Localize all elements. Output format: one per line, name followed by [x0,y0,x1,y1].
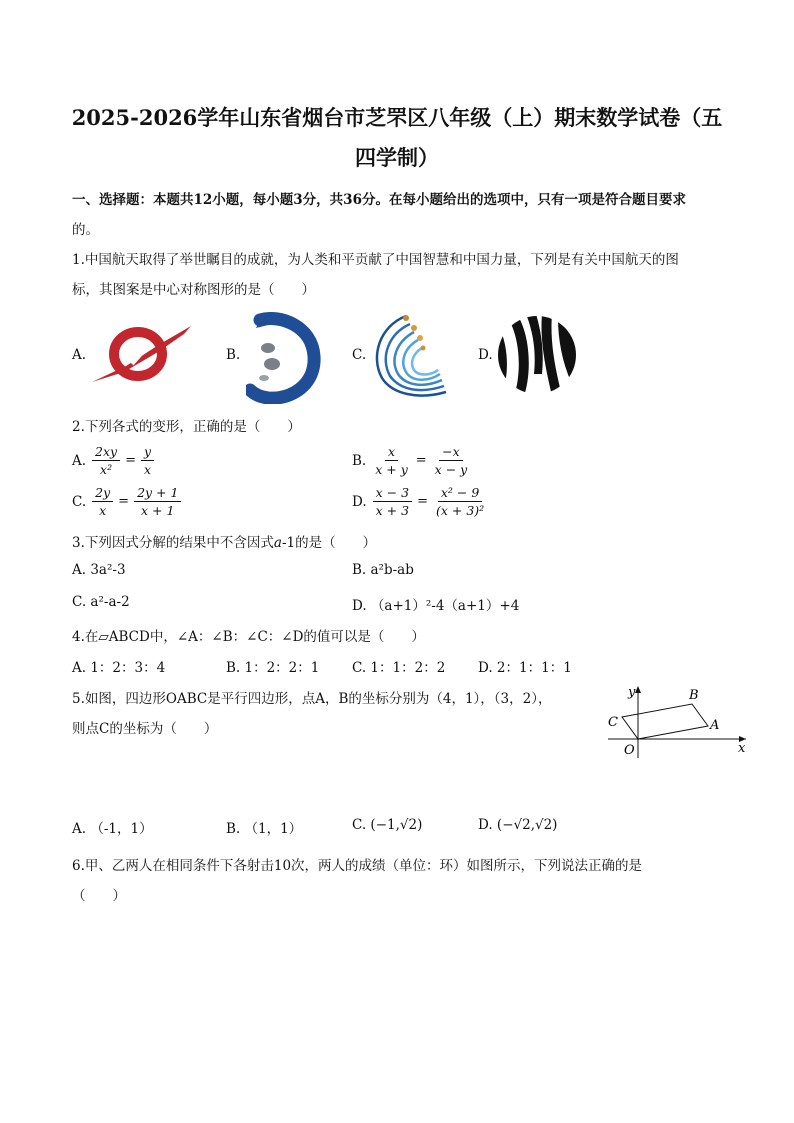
q5-option-c[interactable]: C. (−1,√2) [352,817,423,833]
section-header-line2: 的。 [72,222,99,238]
q4-stem: 4.在▱ABCD中，∠A：∠B：∠C：∠D的值可以是（ ） [72,629,425,645]
q2-a-left-fraction: $\frac{2xy}{\text{x²}}$ [92,444,120,477]
q5-stem-line1: 5.如图，四边形OABC是平行四边形，点A，B的坐标分别为（4，1），（3，2）， [72,691,552,707]
q2-option-a-label: A. [72,452,87,469]
label-a: A [710,718,720,733]
q3-stem: 3.下列因式分解的结果中不含因式a-1的是（ ） [72,535,377,551]
q4-option-c[interactable]: C. 1：1：2：2 [352,660,446,676]
q4-option-b[interactable]: B. 1：2：2：1 [226,660,320,676]
q3-option-a[interactable]: A. 3a²-3 [72,562,126,578]
q2-option-c-label: C. [72,493,87,510]
y-axis-arrow [635,686,641,693]
q2-b-left-fraction: $\frac{x}{x + y}$ [375,444,408,477]
equals-sign: = [125,453,137,468]
q2-c-left-fraction: $\frac{2y}{x}$ [92,485,113,518]
q1-stem-line1: 1.中国航天取得了举世瞩目的成就，为人类和平贡献了中国智慧和中国力量，下列是有关中国航天的图 [72,252,679,268]
label-y: y [628,685,636,700]
q1-stem-line2: 标，其图案是中心对称图形的是（ ） [72,282,315,298]
q5-stem-line2: 则点C的坐标为（ ） [72,721,218,737]
exam-title-line2: 四学制） [355,145,439,170]
q4-option-d[interactable]: D. 2：1：1：1 [478,660,572,676]
label-x: x [738,741,746,756]
parallelogram-oabc [622,704,708,739]
q2-b-right-fraction: $\frac{-x}{x - y}$ [434,444,468,477]
q1-option-b-label[interactable]: B. [226,347,241,363]
q1-option-a-label[interactable]: A. [72,347,87,363]
q2-option-a[interactable] [72,444,156,477]
label-o: O [624,743,635,758]
q3-option-b[interactable]: B. a²b-ab [352,562,414,578]
red-ring-logo[interactable] [88,320,194,386]
q4-option-a[interactable]: A. 1：2：3：4 [72,660,166,676]
equals-sign: = [417,494,428,509]
q3-option-d[interactable]: D. （a+1）²-4（a+1）+4 [352,598,520,614]
equals-sign: = [415,453,427,468]
q5-option-b[interactable]: B. （1，1） [226,821,303,837]
parallelogram-figure [604,682,754,762]
q5-option-d[interactable]: D. (−√2,√2) [478,817,558,833]
q6-stem-line2: （ ） [72,888,126,904]
q2-option-d-label: D. [352,493,367,510]
q2-d-right-fraction: $\frac{\text{x² − 9}}{\text{(x + 3)²}}$ [435,485,485,518]
q2-option-d[interactable] [352,485,489,518]
q5-option-a[interactable]: A. （-1，1） [72,821,153,837]
black-stripes-logo[interactable] [494,314,580,396]
q2-d-left-fraction: $\frac{x - 3}{x + 3}$ [373,485,412,518]
label-b: B [689,688,699,703]
q1-option-c-label[interactable]: C. [352,347,367,363]
q2-c-right-fraction: $\frac{2y + 1}{x + 1}$ [134,485,181,518]
section-header-line1: 一、选择题：本题共12小题，每小题3分，共36分。在每小题给出的选项中，只有一项是符合题目要求 [72,192,686,208]
q2-option-c[interactable] [72,485,183,518]
q6-stem-line1: 6.甲、乙两人在相同条件下各射击10次，两人的成绩（单位：环）如图所示，下列说法正确的是 [72,858,643,874]
equals-sign: = [118,494,130,509]
q2-a-right-fraction: $\frac{y}{x}$ [141,444,154,477]
q2-stem: 2.下列各式的变形，正确的是（ ） [72,419,301,435]
orbit-arcs-logo[interactable] [366,312,450,402]
blue-spiral-logo[interactable] [246,312,322,404]
exam-title-line1: 2025-2026学年山东省烟台市芝罘区八年级（上）期末数学试卷（五 [71,105,723,130]
q2-option-b[interactable] [352,444,472,477]
q2-option-b-label: B. [352,452,367,469]
label-c: C [608,715,618,730]
q3-option-c[interactable]: C. a²-a-2 [72,594,130,610]
q1-option-d-label[interactable]: D. [478,347,493,363]
